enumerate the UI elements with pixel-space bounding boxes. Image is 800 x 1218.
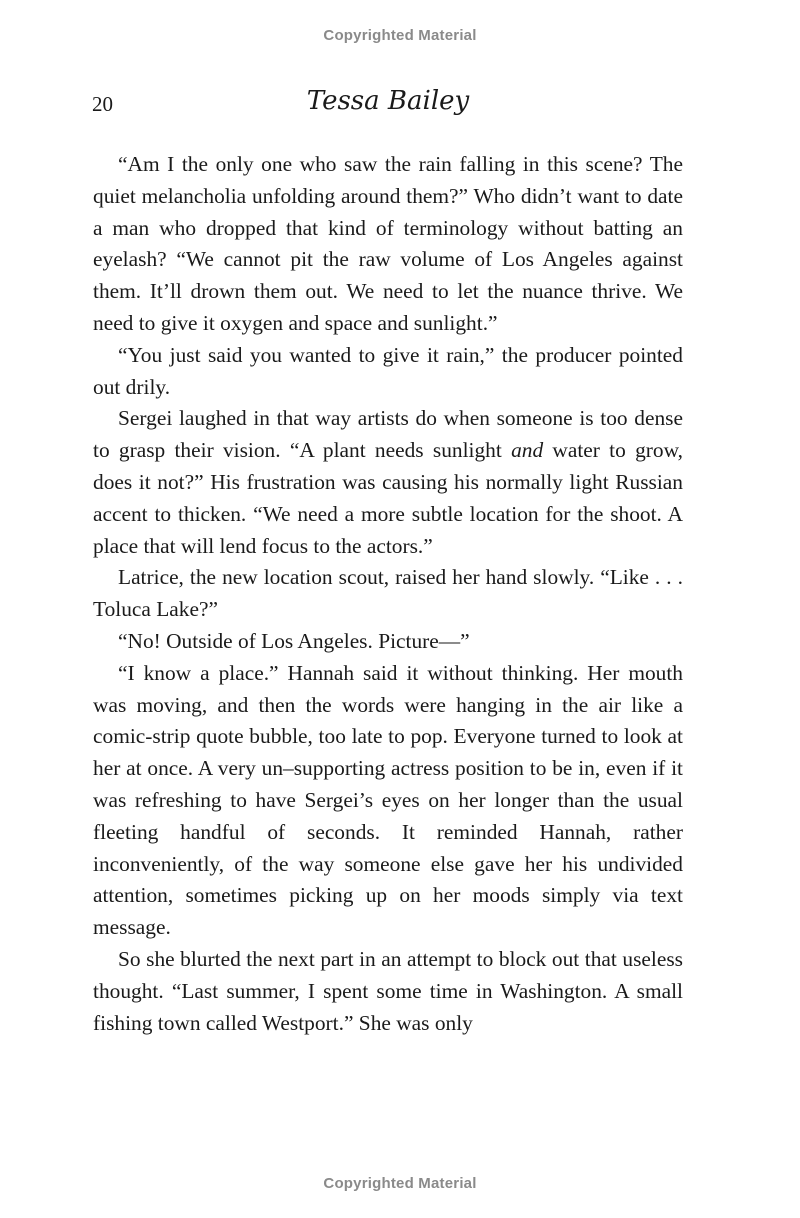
paragraph	[93, 403, 683, 562]
running-header	[92, 86, 684, 126]
paragraph: “No! Outside of Los Angeles. Picture—”	[118, 628, 470, 653]
author-running-head: Tessa Bailey	[306, 86, 470, 116]
emphasis-text: and	[511, 438, 544, 463]
paragraph: “Am I the only one who saw the rain falling in this scene? The quiet melancholia unfolding around them?” Who didn’t want to date a man who dropped that kind of terminology without batting an eyelash? “We cannot pit the raw volume of Los Angeles against them. It’ll drown them out. We need to let the nuance thrive. We need to give it oxygen and space and sunlight.”	[93, 152, 683, 335]
paragraph: Latrice, the new location scout, raised her hand slowly. “Like . . . Toluca Lake?”	[93, 565, 683, 622]
paragraph: “I know a place.” Hannah said it without thinking. Her mouth was moving, and then the words were hanging in the air like a comic-strip quote bubble, too late to pop. Everyone turned to look at her at once. A very un–supporting actress position to be in, even if it was refreshing to have Sergei’s eyes on her longer than the usual fleeting handful of seconds. It reminded Hannah, rather inconveniently, of the way someone else gave her his undivided attention, sometimes picking up on her moods simply via text message.	[93, 660, 683, 940]
copyright-watermark-bottom: Copyrighted Material	[323, 1175, 477, 1192]
paragraph: So she blurted the next part in an attempt to block out that useless thought. “Last summer, I spent some time in Washington. A small fishing town called Westport.” She was only	[93, 946, 683, 1035]
copyright-watermark-top: Copyrighted Material	[323, 27, 477, 44]
body-text	[93, 149, 683, 1039]
paragraph-text: water to grow, does it not?” His frustration was causing his normally light Russian accent to thicken. “We need a more subtle location for the shoot. A place that will lend focus to the actors.”	[93, 438, 683, 558]
page-number: 20	[92, 92, 113, 116]
paragraph: “You just said you wanted to give it rain,” the producer pointed out drily.	[93, 342, 683, 399]
paragraph-text: Sergei laughed in that way artists do when someone is too dense to grasp their vision. “A plant needs sunlight	[93, 406, 683, 463]
